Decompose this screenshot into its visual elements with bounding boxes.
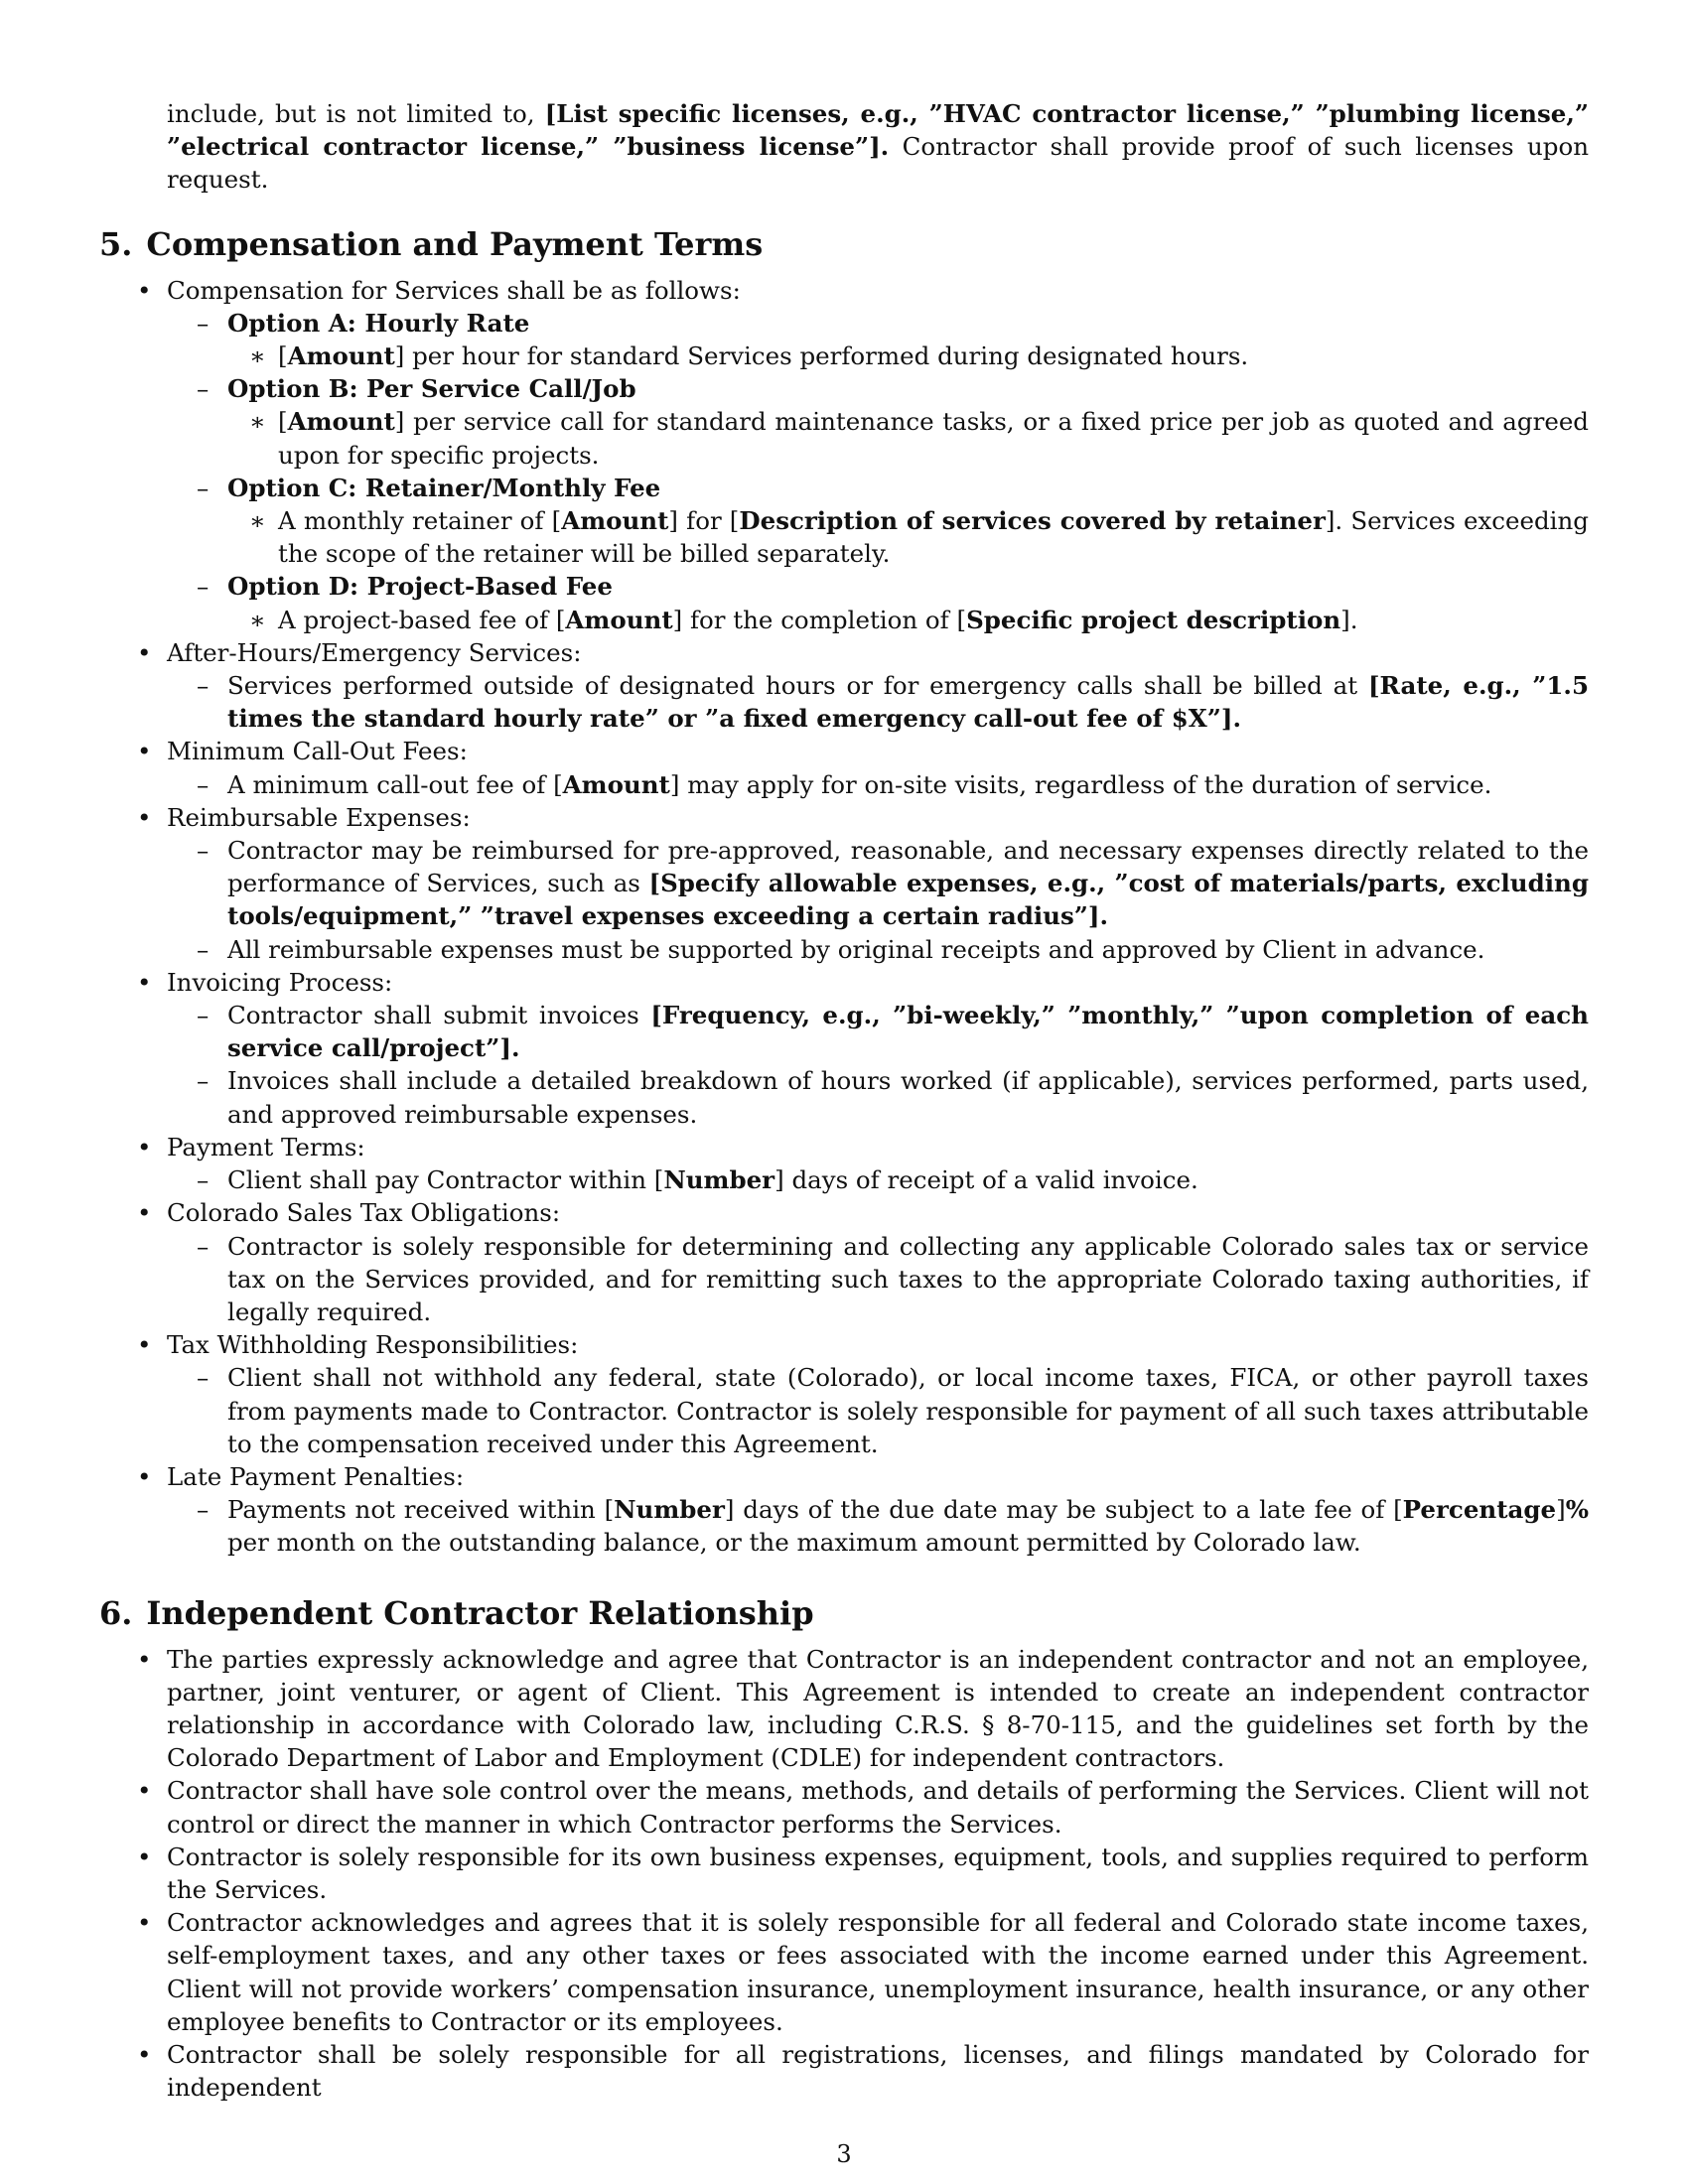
text-span: include, but is not limited to, bbox=[167, 99, 545, 128]
item-label: After-Hours/Emergency Services: bbox=[167, 637, 582, 667]
sub-item: – All reimbursable expenses must be supported by original receipts and approved by Client in advance. bbox=[167, 933, 1589, 966]
frequency-placeholder: [Frequency, e.g., ”bi-weekly,” ”monthly,” ”upon completion of each service call/project”]. bbox=[227, 1001, 1589, 1063]
percentage-placeholder: Percentage bbox=[1402, 1495, 1557, 1525]
amount-placeholder: Amount bbox=[565, 605, 673, 634]
text-span: ] bbox=[1556, 1495, 1566, 1525]
text-span: Client shall pay Contractor within [ bbox=[227, 1165, 664, 1195]
option-a bbox=[167, 307, 1589, 372]
sub-list bbox=[167, 999, 1589, 1131]
list-item: • The parties expressly acknowledge and agree that Contractor is an independent contractor and not an employee, partner, joint venturer, or agent of Client. This Agreement is intended to create an independent contractor relationship in accordance with Colorado law, including C.R.S. § 8-70-115, and the guidelines set forth by the Colorado Department of Labor and Employment (CDLE) for independent contractors. bbox=[99, 1643, 1589, 1775]
number-placeholder: Number bbox=[614, 1495, 725, 1525]
licenses-placeholder: [List specific licenses, e.g., ”HVAC contractor license,” ”plumbing license,” ”electrical contractor license,” ”business license”]. bbox=[167, 99, 1589, 162]
number-placeholder: Number bbox=[663, 1165, 775, 1195]
list-item-compensation bbox=[99, 274, 1589, 636]
project-placeholder: Specific project description bbox=[966, 605, 1341, 634]
item-label: Tax Withholding Responsibilities: bbox=[167, 1330, 579, 1360]
list-item-after-hours bbox=[99, 636, 1589, 736]
sub-item bbox=[167, 1163, 1589, 1196]
list-item-sales-tax bbox=[99, 1196, 1589, 1328]
section-title: Independent Contractor Relationship bbox=[146, 1593, 814, 1632]
option-title: Option D: Project-Based Fee bbox=[227, 572, 613, 602]
text-span: A monthly retainer of [ bbox=[278, 506, 562, 536]
text-span: ] days of receipt of a valid invoice. bbox=[774, 1165, 1198, 1195]
option-d bbox=[167, 570, 1589, 635]
expenses-placeholder: [Specify allowable expenses, e.g., ”cost of materials/parts, excluding tools/equipment,” ”travel expenses exceeding a certain radius”]. bbox=[227, 869, 1589, 931]
item-label: Reimbursable Expenses: bbox=[167, 802, 471, 832]
text-span: ] for the completion of [ bbox=[672, 605, 967, 634]
option-title: Option C: Retainer/Monthly Fee bbox=[227, 473, 661, 502]
percent-sign: % bbox=[1565, 1495, 1589, 1525]
text-span: A project-based fee of [ bbox=[278, 605, 566, 634]
text-span: Contractor may be reimbursed for pre-approved, reasonable, and necessary expenses directly related to the performance of Services, such as bbox=[227, 836, 1589, 898]
list-item: • Contractor shall be solely responsible for all registrations, licenses, and filings mandated by Colorado for independent bbox=[99, 2038, 1589, 2104]
sub-item bbox=[167, 768, 1589, 801]
section-5-heading bbox=[99, 224, 1589, 264]
text-span: [ bbox=[278, 407, 288, 437]
text-span: per month on the outstanding balance, or the maximum amount permitted by Colorado law. bbox=[227, 1528, 1361, 1558]
text-span: ]. bbox=[1340, 605, 1358, 634]
description-placeholder: Description of services covered by retainer bbox=[739, 506, 1326, 536]
option-detail-list bbox=[227, 405, 1589, 471]
text-span: Contractor shall submit invoices bbox=[227, 1001, 651, 1030]
sub-list bbox=[167, 1493, 1589, 1559]
text-span: Services performed outside of designated hours or for emergency calls shall be billed at bbox=[227, 671, 1368, 701]
list-item-min-callout bbox=[99, 735, 1589, 800]
section-6-heading bbox=[99, 1593, 1589, 1633]
sub-list bbox=[167, 768, 1589, 801]
sub-item bbox=[167, 1493, 1589, 1559]
licenses-paragraph-continuation bbox=[167, 97, 1589, 197]
rate-placeholder: [Rate, e.g., ”1.5 times the standard hourly rate” or ”a fixed emergency call-out fee of $X”]. bbox=[227, 671, 1590, 734]
list-item-withholding bbox=[99, 1328, 1589, 1460]
list-item: • Contractor is solely responsible for its own business expenses, equipment, tools, and supplies required to perform the Services. bbox=[99, 1841, 1589, 1906]
sub-list bbox=[167, 834, 1589, 966]
text-span: [ bbox=[278, 341, 288, 371]
amount-placeholder: Amount bbox=[561, 506, 669, 536]
option-detail-list bbox=[227, 604, 1589, 636]
text-span: Payments not received within [ bbox=[227, 1495, 615, 1525]
text-span: Contractor shall provide proof of such licenses upon request. bbox=[167, 132, 1589, 195]
option-detail-list bbox=[227, 504, 1589, 570]
option-title: Option A: Hourly Rate bbox=[227, 308, 530, 338]
document-body bbox=[99, 97, 1589, 2104]
list-item: • Contractor shall have sole control over the means, methods, and details of performing the Services. Client will not control or direct the manner in which Contractor performs the Services. bbox=[99, 1774, 1589, 1840]
section-6-list bbox=[99, 1643, 1589, 2105]
sub-list bbox=[167, 1230, 1589, 1329]
item-label: Late Payment Penalties: bbox=[167, 1461, 465, 1491]
section-5-list bbox=[99, 274, 1589, 1560]
text-span: ] per service call for standard maintenance tasks, or a fixed price per job as quoted and agreed upon for specific projects. bbox=[278, 407, 1589, 470]
option-detail bbox=[227, 340, 1589, 372]
text-span: ]. Services exceeding the scope of the retainer will be billed separately. bbox=[278, 506, 1589, 569]
list-item-invoicing bbox=[99, 966, 1589, 1131]
list-item-late-payment bbox=[99, 1460, 1589, 1560]
sub-list bbox=[167, 669, 1589, 735]
option-detail bbox=[227, 405, 1589, 471]
item-label: Payment Terms: bbox=[167, 1132, 365, 1161]
sub-list bbox=[167, 1163, 1589, 1196]
list-item-reimbursable bbox=[99, 801, 1589, 966]
amount-placeholder: Amount bbox=[287, 407, 395, 437]
option-detail bbox=[227, 604, 1589, 636]
item-label: Minimum Call-Out Fees: bbox=[167, 737, 468, 766]
sub-item: – Contractor is solely responsible for determining and collecting any applicable Colorado sales tax or service tax on the Services provided, and for remitting such taxes to the appropriate Colorado taxing authorities, if legally required. bbox=[167, 1230, 1589, 1329]
option-b bbox=[167, 372, 1589, 472]
option-detail-list bbox=[227, 340, 1589, 372]
sub-list bbox=[167, 1361, 1589, 1460]
option-detail bbox=[227, 504, 1589, 570]
text-span: ] per hour for standard Services performed during designated hours. bbox=[394, 341, 1249, 371]
option-title: Option B: Per Service Call/Job bbox=[227, 374, 636, 404]
text-span: ] days of the due date may be subject to a late fee of [ bbox=[724, 1495, 1403, 1525]
amount-placeholder: Amount bbox=[287, 341, 395, 371]
section-title: Compensation and Payment Terms bbox=[146, 224, 764, 263]
section-number: 5. bbox=[99, 224, 133, 263]
sub-item bbox=[167, 999, 1589, 1064]
text-span: A minimum call-out fee of [ bbox=[227, 769, 563, 799]
sub-item bbox=[167, 834, 1589, 933]
text-span: ] may apply for on-site visits, regardless of the duration of service. bbox=[669, 769, 1492, 799]
item-label: Compensation for Services shall be as follows: bbox=[167, 275, 741, 305]
options-list bbox=[167, 307, 1589, 636]
page-number: 3 bbox=[836, 2140, 852, 2168]
list-item: • Contractor acknowledges and agrees that it is solely responsible for all federal and Colorado state income taxes, self-employment taxes, and any other taxes or fees associated with the income earned under this Agreement. Client will not provide workers’ compensation insurance, unemployment insurance, health insurance, or any other employee benefits to Contractor or its employees. bbox=[99, 1906, 1589, 2038]
section-number: 6. bbox=[99, 1593, 133, 1632]
option-c bbox=[167, 472, 1589, 571]
item-label: Invoicing Process: bbox=[167, 967, 393, 997]
sub-item: – Client shall not withhold any federal, state (Colorado), or local income taxes, FICA, or other payroll taxes from payments made to Contractor. Contractor is solely responsible for payment of all such taxes attributable to the compensation received under this Agreement. bbox=[167, 1361, 1589, 1460]
item-label: Colorado Sales Tax Obligations: bbox=[167, 1198, 561, 1228]
amount-placeholder: Amount bbox=[562, 769, 670, 799]
list-item-payment-terms bbox=[99, 1131, 1589, 1196]
sub-item: – Invoices shall include a detailed breakdown of hours worked (if applicable), services performed, parts used, and approved reimbursable expenses. bbox=[167, 1064, 1589, 1130]
sub-item bbox=[167, 669, 1589, 735]
text-span: ] for [ bbox=[668, 506, 740, 536]
